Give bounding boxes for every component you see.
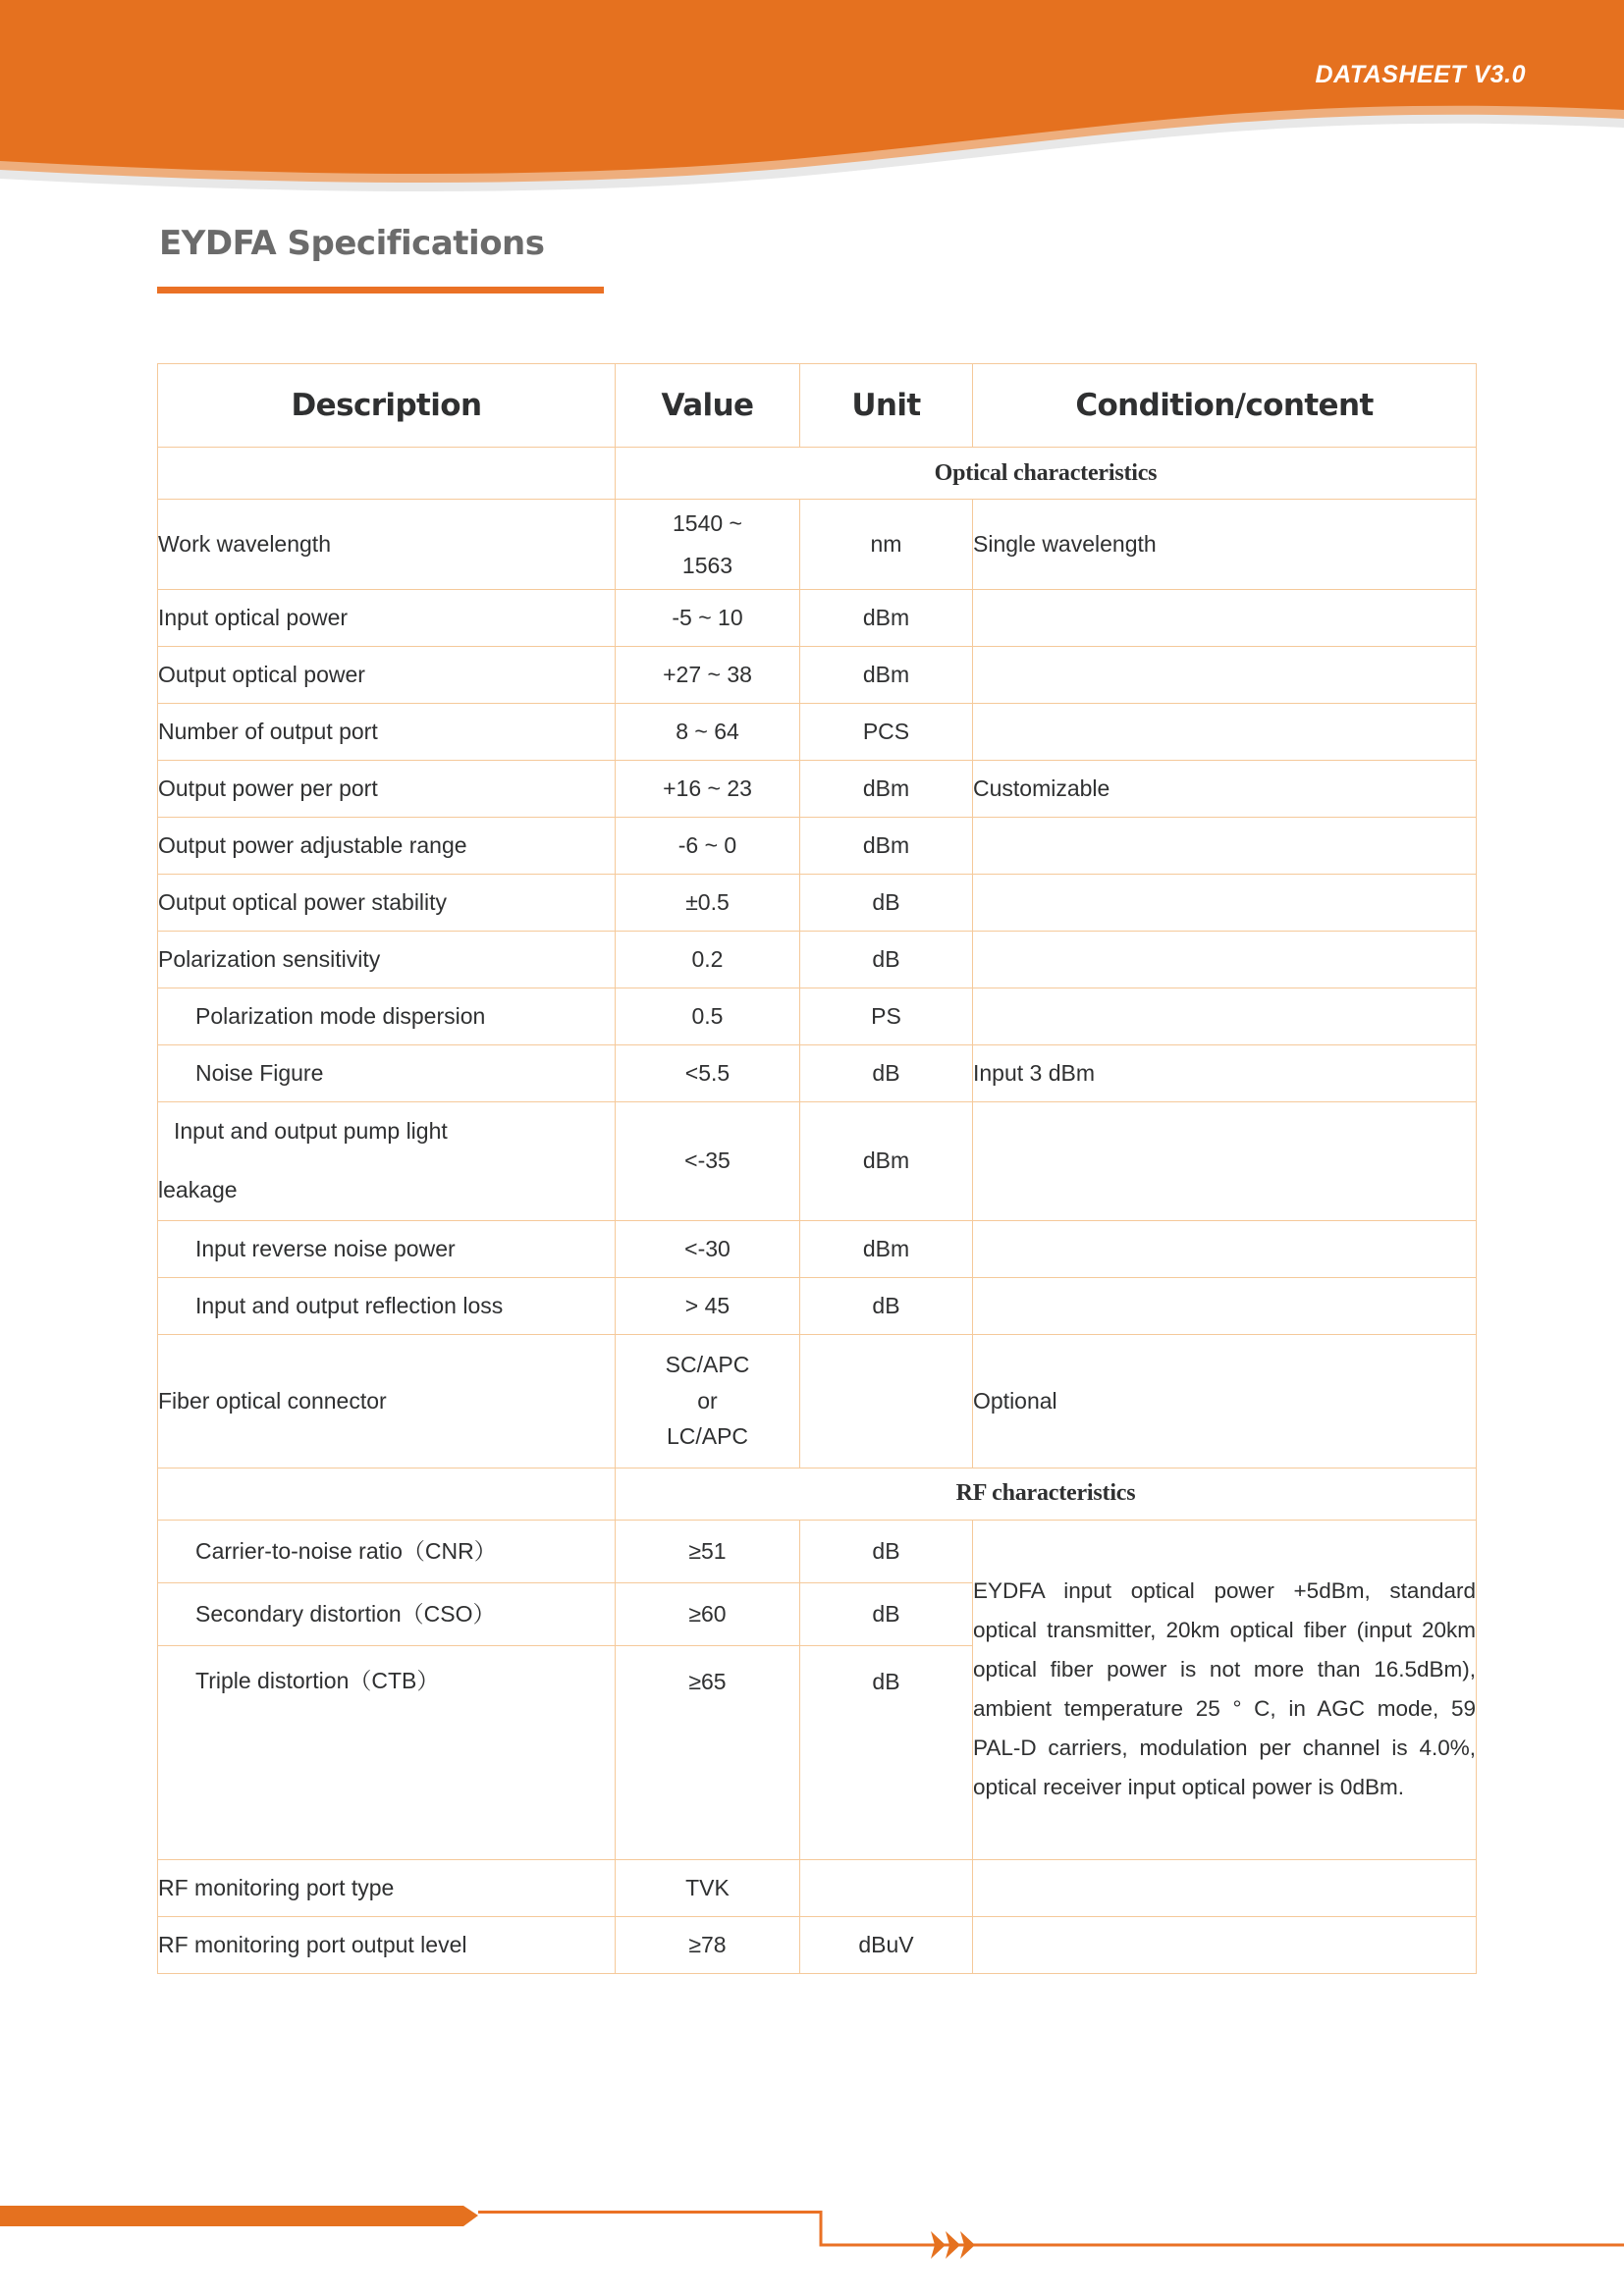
row-condition-fiber-optical-connector: Optional — [973, 1334, 1477, 1468]
table-row — [158, 875, 1477, 932]
row-value-rf-monitoring-port-type: TVK — [616, 1859, 800, 1916]
row-unit-output-power-adjustable-range: dBm — [800, 818, 973, 875]
connector-option-1: SC/APC — [665, 1351, 750, 1377]
row-value-output-optical-power-stability: ±0.5 — [616, 875, 800, 932]
row-label-pump-light-leakage — [158, 1102, 616, 1221]
table-header-row — [158, 364, 1477, 448]
table-row — [158, 1859, 1477, 1916]
row-unit-polarization-mode-dispersion: PS — [800, 988, 973, 1045]
table-row — [158, 1334, 1477, 1468]
section-label-rf: RF characteristics — [616, 1468, 1477, 1520]
section-divider-spacer-rf — [158, 1468, 616, 1520]
row-unit-carrier-to-noise-ratio: dB — [800, 1520, 973, 1582]
row-unit-input-reverse-noise-power: dBm — [800, 1220, 973, 1277]
row-condition-output-power-adjustable-range — [973, 818, 1477, 875]
row-label-number-of-output-port: Number of output port — [158, 704, 616, 761]
row-label-input-output-reflection-loss: Input and output reflection loss — [158, 1277, 616, 1334]
table-row — [158, 1916, 1477, 1973]
row-label-polarization-sensitivity: Polarization sensitivity — [158, 932, 616, 988]
footer-step-line — [478, 2213, 1624, 2246]
row-condition-polarization-mode-dispersion — [973, 988, 1477, 1045]
row-condition-input-optical-power — [973, 590, 1477, 647]
row-unit-secondary-distortion: dB — [800, 1582, 973, 1645]
row-value-pump-light-leakage: <-35 — [616, 1102, 800, 1221]
row-unit-pump-light-leakage: dBm — [800, 1102, 973, 1221]
specifications-table-container — [157, 363, 1476, 1974]
row-value-fiber-optical-connector — [616, 1334, 800, 1468]
table-row — [158, 1102, 1477, 1221]
table-row — [158, 500, 1477, 590]
row-value-output-power-per-port: +16 ~ 23 — [616, 761, 800, 818]
table-row — [158, 1045, 1477, 1102]
table-row — [158, 761, 1477, 818]
row-label-output-power-adjustable-range: Output power adjustable range — [158, 818, 616, 875]
table-row — [158, 590, 1477, 647]
column-header-unit: Unit — [800, 364, 973, 448]
table-row — [158, 1520, 1477, 1582]
row-unit-triple-distortion: dB — [800, 1645, 973, 1859]
row-unit-number-of-output-port: PCS — [800, 704, 973, 761]
row-unit-rf-monitoring-port-output-level: dBuV — [800, 1916, 973, 1973]
row-value-work-wavelength — [616, 500, 800, 590]
page-header — [0, 0, 1624, 206]
page-footer — [0, 2139, 1624, 2296]
footer-orange-bar — [0, 2206, 478, 2226]
row-condition-rf-monitoring-port-output-level — [973, 1916, 1477, 1973]
table-row — [158, 932, 1477, 988]
row-label-input-reverse-noise-power: Input reverse noise power — [158, 1220, 616, 1277]
pump-leakage-line-1: Input and output pump light — [174, 1118, 448, 1144]
row-label-output-optical-power-stability: Output optical power stability — [158, 875, 616, 932]
chevrons-right-icon — [931, 2231, 975, 2259]
row-value-input-reverse-noise-power: <-30 — [616, 1220, 800, 1277]
row-value-carrier-to-noise-ratio: ≥51 — [616, 1520, 800, 1582]
row-value-polarization-sensitivity: 0.2 — [616, 932, 800, 988]
row-value-output-optical-power: +27 ~ 38 — [616, 647, 800, 704]
row-value-number-of-output-port: 8 ~ 64 — [616, 704, 800, 761]
row-label-noise-figure: Noise Figure — [158, 1045, 616, 1102]
value-line-2: 1563 — [681, 552, 733, 578]
row-unit-input-output-reflection-loss: dB — [800, 1277, 973, 1334]
row-label-polarization-mode-dispersion: Polarization mode dispersion — [158, 988, 616, 1045]
column-header-value: Value — [616, 364, 800, 448]
row-unit-fiber-optical-connector — [800, 1334, 973, 1468]
row-label-triple-distortion: Triple distortion（CTB） — [158, 1645, 616, 1859]
row-label-carrier-to-noise-ratio: Carrier-to-noise ratio（CNR） — [158, 1520, 616, 1582]
row-condition-input-output-reflection-loss — [973, 1277, 1477, 1334]
value-line-1: 1540 ~ — [673, 509, 742, 536]
section-divider-row-rf — [158, 1468, 1477, 1520]
row-unit-work-wavelength: nm — [800, 500, 973, 590]
table-row — [158, 1220, 1477, 1277]
row-unit-noise-figure: dB — [800, 1045, 973, 1102]
footer-decoration-graphic — [0, 2139, 1624, 2296]
row-label-output-power-per-port: Output power per port — [158, 761, 616, 818]
row-value-output-power-adjustable-range: -6 ~ 0 — [616, 818, 800, 875]
datasheet-version-label: DATASHEET V3.0 — [1315, 61, 1526, 88]
connector-option-separator: or — [697, 1387, 718, 1414]
row-unit-output-power-per-port: dBm — [800, 761, 973, 818]
row-label-input-optical-power: Input optical power — [158, 590, 616, 647]
row-condition-work-wavelength: Single wavelength — [973, 500, 1477, 590]
row-unit-output-optical-power-stability: dB — [800, 875, 973, 932]
row-unit-input-optical-power: dBm — [800, 590, 973, 647]
row-condition-number-of-output-port — [973, 704, 1477, 761]
table-row — [158, 818, 1477, 875]
column-header-description: Description — [158, 364, 616, 448]
row-label-work-wavelength: Work wavelength — [158, 500, 616, 590]
row-value-rf-monitoring-port-output-level: ≥78 — [616, 1916, 800, 1973]
row-label-secondary-distortion: Secondary distortion（CSO） — [158, 1582, 616, 1645]
specifications-table — [157, 363, 1477, 1974]
pump-leakage-line-2: leakage — [158, 1176, 238, 1202]
row-label-rf-monitoring-port-output-level: RF monitoring port output level — [158, 1916, 616, 1973]
row-value-polarization-mode-dispersion: 0.5 — [616, 988, 800, 1045]
rf-test-condition-paragraph: EYDFA input optical power +5dBm, standard optical transmitter, 20km optical fiber (input 20km optical fiber power is not more than 16.5dBm), ambient temperature 25 ° C, in AGC mode, 59 PAL-D carriers, modulation per channel is 4.0%, optical receiver input optical power is 0dBm. — [973, 1520, 1477, 1859]
row-condition-output-optical-power-stability — [973, 875, 1477, 932]
title-underline-rule — [157, 287, 604, 294]
row-label-fiber-optical-connector: Fiber optical connector — [158, 1334, 616, 1468]
row-condition-pump-light-leakage — [973, 1102, 1477, 1221]
row-condition-noise-figure: Input 3 dBm — [973, 1045, 1477, 1102]
table-row — [158, 988, 1477, 1045]
row-unit-rf-monitoring-port-type — [800, 1859, 973, 1916]
row-unit-polarization-sensitivity: dB — [800, 932, 973, 988]
section-divider-spacer-optical — [158, 448, 616, 500]
row-condition-polarization-sensitivity — [973, 932, 1477, 988]
row-label-rf-monitoring-port-type: RF monitoring port type — [158, 1859, 616, 1916]
section-divider-row-optical — [158, 448, 1477, 500]
section-label-optical: Optical characteristics — [616, 448, 1477, 500]
header-wave-graphic — [0, 0, 1624, 206]
row-unit-output-optical-power: dBm — [800, 647, 973, 704]
table-row — [158, 1277, 1477, 1334]
row-condition-rf-monitoring-port-type — [973, 1859, 1477, 1916]
table-row — [158, 647, 1477, 704]
row-value-triple-distortion: ≥65 — [616, 1645, 800, 1859]
row-condition-output-optical-power — [973, 647, 1477, 704]
page-title: EYDFA Specifications — [159, 224, 545, 263]
row-value-input-optical-power: -5 ~ 10 — [616, 590, 800, 647]
connector-option-2: LC/APC — [666, 1423, 749, 1450]
row-value-secondary-distortion: ≥60 — [616, 1582, 800, 1645]
column-header-condition: Condition/content — [973, 364, 1477, 448]
table-row — [158, 704, 1477, 761]
row-label-output-optical-power: Output optical power — [158, 647, 616, 704]
row-value-noise-figure: <5.5 — [616, 1045, 800, 1102]
row-condition-input-reverse-noise-power — [973, 1220, 1477, 1277]
row-condition-output-power-per-port: Customizable — [973, 761, 1477, 818]
row-value-input-output-reflection-loss: > 45 — [616, 1277, 800, 1334]
